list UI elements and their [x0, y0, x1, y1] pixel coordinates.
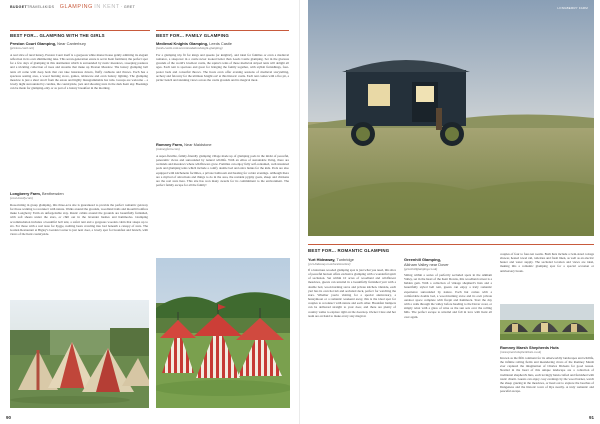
- venue-name: Greenhill Glamping,: [404, 257, 441, 262]
- photo-caption: LONGBERRY FARM: [557, 6, 588, 10]
- venue-url: (yurt-hideaway.co.uk/locations/kent): [308, 262, 351, 266]
- section-dot: ·: [121, 5, 123, 9]
- running-brand-rest: TRAVEL4KIDS: [26, 5, 55, 9]
- shepherds-hut-photo: [308, 0, 594, 236]
- medieval-tents-illustration: [156, 258, 290, 408]
- section-rule: [156, 30, 289, 31]
- venue-body-romney-farm: A super-flexible, family-friendly glamping village made up of glamping pods in the midst of peaceful, panoramic views and surrounded by natural wildlife. With an ethos of sustainable living, there are wetlands and meadows where wildflowers grow. Families can enjoy fully self-contained, well-insulated pods and glamping tents which include a comfy double bed and extra bunks for the kids. Pods are also equipped with kitchenette facilities, a private bathroom and heating for colder evenings. Although there are a myriad of attractions and things to do in the area, the resident pygmy goats, sheep and chickens are the real stars here. This site has won many awards for its commitment to the environment. The perfect family escape for all the family!: [156, 154, 289, 188]
- bell-tents-illustration: [10, 300, 149, 408]
- venue-name: Medieval Knights Glamping,: [156, 41, 209, 46]
- venue-body-romney-marsh: Known as the fifth continent for its otherworldly landscapes and wildlife, the infinite rolling fields and meandering rivers of the Romney Marsh ever captured the imagination of Charles Dickens for good reason. Nestled in the heart of this unique landscape are a collection of traditional shepherd's huts, each lovingly hand-crafted and furnished with rustic charm. Guests can enjoy cosy evenings by the wood burner, watch the sheep grazing in the meadows, or head out to explore the beaches of Dungeness and the historic town of Rye nearby. A truly romantic and peaceful escape.: [500, 356, 594, 394]
- page-number-right: 91: [588, 415, 594, 420]
- page-number-left: 90: [6, 415, 12, 420]
- section-word-1: GLAMPING: [59, 4, 93, 10]
- medieval-tents-photo: [156, 258, 290, 408]
- venue-body-greenhill-cont: couples of four to four-ten rooms. Both huts include a twin-sized cottage shower, heated towel rail, toiletries and fresh linen, as well as an electric heater and water supply. The secluded location and views are ideal, making this a romantic glamping spot for a special occasion or anniversary break.: [500, 252, 594, 273]
- bell-tents-photo: [10, 300, 149, 408]
- venue-body-greenhill: Sitting within a series of perfectly secluded spots in the Alkham Valley, set in the heart of the Kent Downs, this woodland retreat is a hidden gem. With a collection of vintage shepherd's huts and a beautifully styled bell tent, guests can enjoy a truly romantic experience surrounded by nature. Each hut comes with a comfortable double bed, a wood-burning stove and its own private outdoor space complete with firepit and hammock. Start the day with a walk through the valley before heading to the Dover coast, or simply relax with a glass of wine as the sun sets over the rolling hills. The perfect escape to unwind and fall in love with Kent all over again.: [404, 273, 492, 319]
- venue-location: Alkham Valley near Dover: [404, 262, 449, 267]
- venue-url: (leeds-castle.com/accommodation/knight-glamping): [156, 46, 223, 50]
- venue-location: Benthewden: [42, 191, 64, 196]
- running-brand: BUDGET: [10, 5, 27, 9]
- venue-url: (romneyfarm.com): [156, 147, 180, 151]
- section-rule: [308, 244, 594, 245]
- venue-location: Leeds Castle: [209, 41, 232, 46]
- venue-url: (cool-mostly.com): [10, 196, 33, 200]
- venue-location: Near Canterbury: [57, 41, 86, 46]
- venue-location: Tunbridge: [336, 257, 354, 262]
- venue-name: Yurt Hideaway,: [308, 257, 336, 262]
- venue-body-longberry: Rose-tinting in group glamping, this three-acre site is guaranteed to provide the perfect romantic getaway for those wanting to reconnect with nature. Walks around the grounds, woodland trails and moonlit bonfires make Longberry Farm an unforgettable stay. Rustic cabins around the grounds are beautifully furnished, with soft sheets under the stars, or chill out in the lavender bushes and hammocks. Glamping accommodation includes a beautiful bell tent, a safari tent and a gorgeous wooden cabin that sleeps up to six. For those with a real taste for hygge, nothing beats crawling into bed beneath a canopy of stars. The Garden Restaurant at Bigley's Garden Corner is just next door, a lovely spot for breakfast and brunch, with views of the Kent countryside.: [10, 203, 148, 237]
- venue-url: (romneymarshshepherdshuts.co.uk): [500, 350, 542, 354]
- glamping-pods-illustration: [500, 304, 594, 340]
- venue-body-preston: A real slice of rural luxury, Preston Court itself is a gorgeous white manor house gently admiring its elegant reflection in its own shimmering lake. This seven-generation estate is set in Kent farmland, the perfect spot for a few days of glamping in this destination which is surrounded by rustic meadows, sweeping pastures and a trickling collection of trees and streams that make up Preston Meadow. The luxury glamping bell tents all come with deep beds that can take luxurious duvets, fluffy cushions and throws. Each has a spacious seating area, a wood burning stove, games, tableware and even battery lighting. The glamping meadow is just a short stroll from the estate and highly Instagrammable hot tubs. Groups are welcome – a lovely night surrounded by candles, the countryside, jazz and shooting stars in the dark Kent sky. Bookings can be made for glamping-only or as part of a luxury breakfast in the morning.: [10, 53, 148, 91]
- section-heading-romantic: BEST FOR... ROMANTIC GLAMPING: [308, 248, 390, 253]
- section-word-2: IN KENT: [94, 4, 120, 10]
- venue-name: Romney Marsh Shepherds Huts: [500, 345, 559, 350]
- venue-url: (preston-court.net): [10, 46, 35, 50]
- venue-body-medieval: For a glamping trip fit for kings and queens (or knights!), and ideal for families or even a medieval romance, a sleepover in a castle never looked better than Leeds Castle glamping. Set in the glorious grounds of the world's loveliest castle, the squire's tents of these medieval striped tents will delight all ages. Each tent is spacious and great for bringing the family together, with stylish furnishings, four-poster beds and colourful throws. The hosts even offer evening sessions of medieval storytelling, archery and falconry for the ultimate 'knight out' at this historic castle. Each tent comes with a fire pit, a picnic bench and stunning views across the castle grounds and its magical moat.: [156, 53, 289, 82]
- glamping-pods-photo: [500, 304, 594, 340]
- right-page: [300, 0, 600, 424]
- section-rule: [10, 30, 150, 31]
- venue-name: Longberry Farm,: [10, 191, 41, 196]
- venue-name: Preston Court Glamping,: [10, 41, 57, 46]
- venue-url: (greenhillglamping.co.uk): [404, 267, 438, 271]
- venue-body-yurt: If a luxurious wooded glamping spot is just what you need, this slice of peaceful heaven offers exclusive glamping with a wonderful spirit of seclusion. Set within 10 acres of woodland and wildflower meadows, guests can unwind in a beautifully furnished yurt with a double bed, wood-burning stove and private kitchen. Outside, each yurt has its own hot tub and secluded deck, perfect for watching the stars. Whether you're visiting for a special anniversary, a honeymoon or a romantic weekend away, this is the ideal spot for couples to reconnect with nature and each other. Breakfast hampers can be delivered straight to your door, and there are plenty of country walks to explore right on the doorstep. Owner Clare and her team are on hand to make every stay magical.: [308, 268, 396, 318]
- venue-name: Romney Farm,: [156, 142, 184, 147]
- shepherds-hut-illustration: [308, 0, 594, 236]
- section-code: GRET: [123, 5, 136, 9]
- venue-location: Near Maidstone: [184, 142, 212, 147]
- section-heading-family: BEST FOR... FAMILY GLAMPING: [156, 33, 229, 38]
- section-heading-girls: BEST FOR... GLAMPING WITH THE GIRLS: [10, 33, 105, 38]
- running-header: [10, 4, 135, 10]
